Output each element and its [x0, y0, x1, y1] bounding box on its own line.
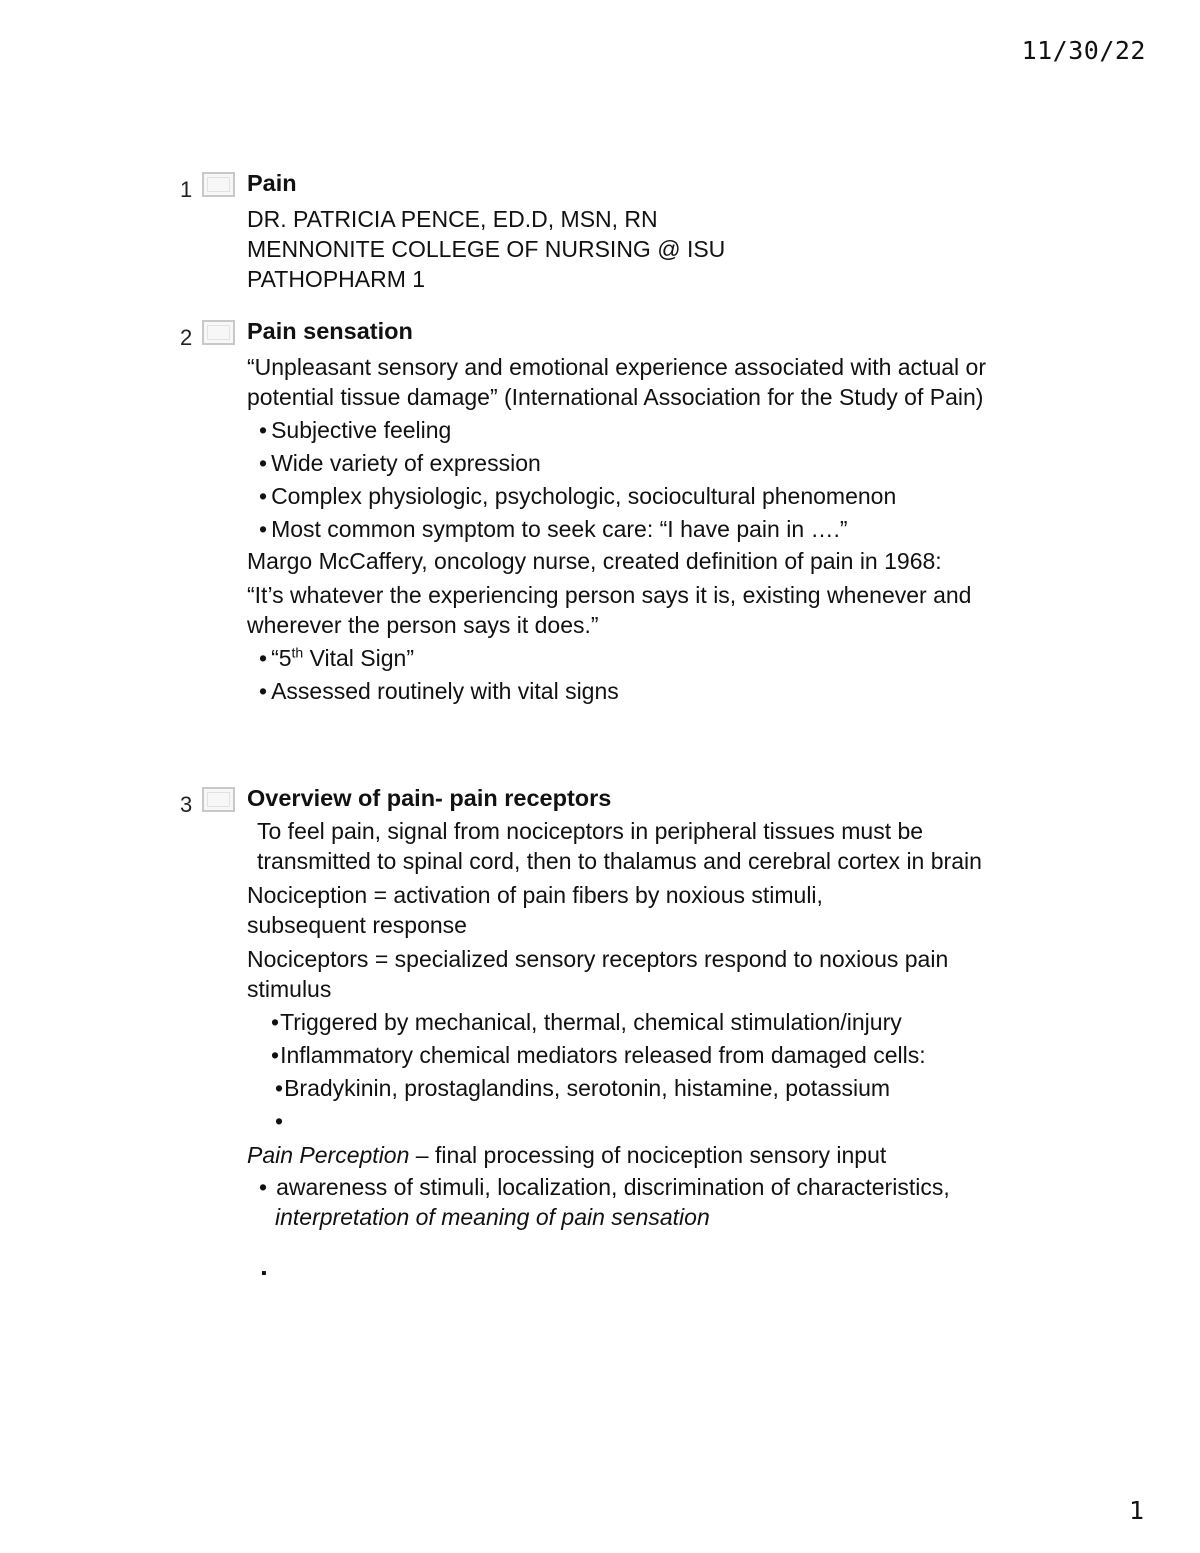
empty-square-bullet: [247, 1255, 1037, 1289]
page-number: 1: [1128, 1496, 1144, 1525]
page-date: 11/30/22: [1021, 36, 1146, 65]
slide-title: Pain: [247, 170, 297, 196]
bullet-item: [259, 643, 1037, 673]
square-bullet-icon: [261, 1257, 267, 1283]
nociceptors-text: Nociceptors = specialized sensory receptors respond to noxious pain stimulus: [247, 946, 949, 1002]
empty-bullet: [275, 1106, 1037, 1136]
perception-definition: – final processing of nociception sensory input: [409, 1142, 887, 1168]
sub-bullet-item: • Bradykinin, prostaglandins, serotonin, histamine, potassium: [275, 1073, 1037, 1103]
vital-suffix: Vital Sign”: [303, 645, 415, 671]
perception-text: [247, 1140, 1037, 1170]
vital-superscript: th: [291, 644, 304, 661]
bullet-item: • Wide variety of expression: [259, 448, 1037, 478]
slide-number: 2: [180, 325, 193, 350]
slide-number: 1: [180, 177, 193, 202]
perception-term: Pain Perception: [247, 1142, 410, 1168]
mccaffery-text: Margo McCaffery, oncology nurse, created definition of pain in 1968:: [247, 548, 942, 574]
nociception-text: Nociception = activation of pain fibers by noxious stimuli, subsequent response: [247, 882, 823, 938]
slide-thumbnail[interactable]: [202, 787, 235, 812]
intro-text: To feel pain, signal from nociceptors in peripheral tissues must be transmitted to spinal cord, then to thalamus and cerebral cortex in brain: [257, 818, 982, 874]
vital-prefix: “5: [271, 645, 292, 671]
bullet-item: • Triggered by mechanical, thermal, chemical stimulation/injury: [271, 1007, 1037, 1037]
author-line: DR. PATRICIA PENCE, ED.D, MSN, RN: [247, 206, 658, 232]
slide-number: 3: [180, 792, 193, 817]
bullet-item: • Complex physiologic, psychologic, sociocultural phenomenon: [259, 481, 1037, 511]
slide-thumbnail[interactable]: [202, 320, 235, 345]
slide-title: Overview of pain- pain receptors: [247, 785, 612, 811]
bullet-item: • Inflammatory chemical mediators released from damaged cells:: [271, 1040, 1037, 1070]
bullet-item: • Subjective feeling: [259, 415, 1037, 445]
awareness-text: awareness of stimuli, localization, discrimination of characteristics,: [276, 1174, 950, 1200]
bullet-item: • Most common symptom to seek care: “I have pain in ….”: [259, 514, 1037, 544]
quote-text: “It’s whatever the experiencing person says it is, existing whenever and wherever the person says it does.”: [247, 582, 972, 638]
slide-thumbnail[interactable]: [202, 172, 235, 197]
course-line: PATHOPHARM 1: [247, 266, 426, 292]
college-line: MENNONITE COLLEGE OF NURSING @ ISU: [247, 236, 726, 262]
awareness-bullet: [247, 1172, 975, 1232]
bullet-item: • Assessed routinely with vital signs: [259, 676, 1037, 706]
slide-title: Pain sensation: [247, 318, 413, 344]
awareness-italic: interpretation of meaning of pain sensation: [275, 1204, 710, 1230]
definition-text: “Unpleasant sensory and emotional experience associated with actual or potential tissue damage” (International Association for the Study of Pain): [247, 354, 986, 410]
